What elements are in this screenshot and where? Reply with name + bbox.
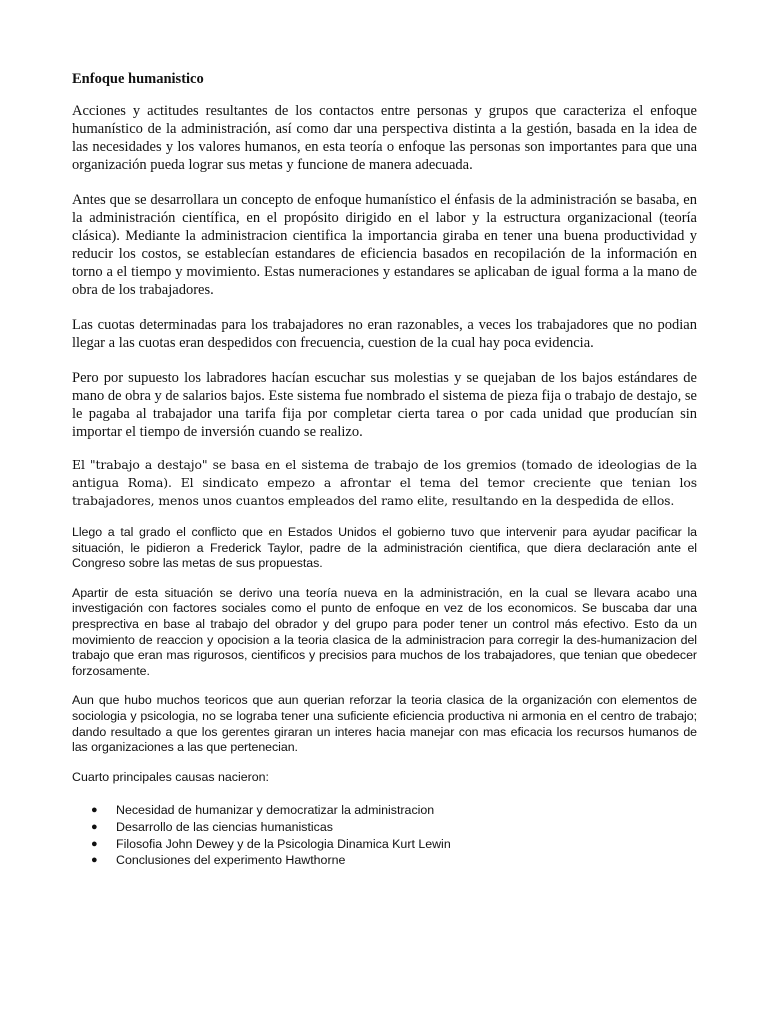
document-title: Enfoque humanistico (72, 71, 204, 87)
list-item-text: Necesidad de humanizar y democratizar la administracion (116, 803, 435, 818)
paragraph-3: Las cuotas determinadas para los trabajadores no eran razonables, a veces los trabajadores que no podian llegar a las cuotas eran despedidos con frecuencia, cuestion de la cual hay poca evidencia. (72, 317, 697, 351)
list-item (72, 802, 697, 819)
list-item (72, 836, 697, 853)
paragraph-4: Pero por supuesto los labradores hacían escuchar sus molestias y se quejaban de los bajos estándares de mano de obra y de salarios bajos. Este sistema fue nombrado el sistema de pieza fija o trabajo de destajo, se le pagaba al trabajador una tarifa fija por completar cierta tarea o por cada unidad que producían sin importar el tiempo de inversión cuando se realizo. (72, 370, 697, 440)
bullet-icon: ● (91, 854, 98, 867)
paragraph-8: Aun que hubo muchos teoricos que aun querian reforzar la teoria clasica de la organización con elementos de sociologia y psicologia, no se lograba tener una suficiente eficiencia productiva ni armonia en el centro de trabajo; dando resultado a que los gerentes giraran un interes hacia manejar con mas eficacia los recursos humanos de las organizaciones a las que pertenecian. (72, 693, 697, 755)
list-intro: Cuarto principales causas nacieron: (72, 769, 269, 784)
list-item (72, 852, 697, 869)
paragraph-2: Antes que se desarrollara un concepto de enfoque humanístico el énfasis de la administración se basaba, en la administración científica, en el propósito dirigido en el labor y la estructura organizacional (teoría clásica). Mediante la administracion cientifica la importancia giraba en tener una buena productividad y reducir los costos, se establecían estandares de eficiencia basados en recopilación de la información en torno a el tiempo y movimiento. Estas numeraciones y estandares se aplicaban de igual forma a la mano de obra de los trabajadores. (72, 192, 697, 298)
document-page (72, 70, 697, 869)
list-item-text: Conclusiones del experimento Hawthorne (116, 853, 346, 868)
list-item (72, 819, 697, 836)
bullet-icon: ● (91, 837, 98, 850)
list-item-text: Filosofia John Dewey y de la Psicologia Dinamica Kurt Lewin (116, 836, 451, 851)
bullet-icon: ● (91, 804, 98, 817)
paragraph-5: El "trabajo a destajo" se basa en el sistema de trabajo de los gremios (tomado de ideologias de la antigua Roma). El sindicato empezo a afrontar el tema del temor creciente que tenian los trabajadores, menos unos cuantos empleados del ramo elite, resultando en la despedida de ellos. (72, 457, 697, 508)
list-item-text: Desarrollo de las ciencias humanisticas (116, 819, 333, 834)
paragraph-1: Acciones y actitudes resultantes de los contactos entre personas y grupos que caracteriza el enfoque humanístico de la administración, así como dar una perspectiva distinta a la gestión, basada en la idea de las necesidades y los valores humanos, en esta teoría o enfoque las personas son importantes para que una organización pueda lograr sus metas y funcione de manera adecuada. (72, 103, 697, 173)
bullet-icon: ● (91, 820, 98, 833)
paragraph-6: Llego a tal grado el conflicto que en Estados Unidos el gobierno tuvo que intervenir para ayudar pacificar la situación, le pidieron a Frederick Taylor, padre de la administración cientifica, que diera declaración ante el Congreso sobre las metas de sus propuestas. (72, 525, 697, 571)
paragraph-7: Apartir de esta situación se derivo una teoría nueva en la administración, en la cual se llevara acabo una investigación con factores sociales como el punto de enfoque en vez de los economicos. Se buscaba dar una presprectiva en base al trabajo del obrador y del grupo para poder tener un control más efectivo. Esto da un movimiento de reaccion y opocision a la teoria clasica de la administracion para corregir la des-humanizacion del trabajo que eran mas rigurosos, cientificos y precisios para muchos de los trabajadores, que tenian que obedecer forzosamente. (72, 585, 697, 678)
causes-list (72, 802, 697, 868)
